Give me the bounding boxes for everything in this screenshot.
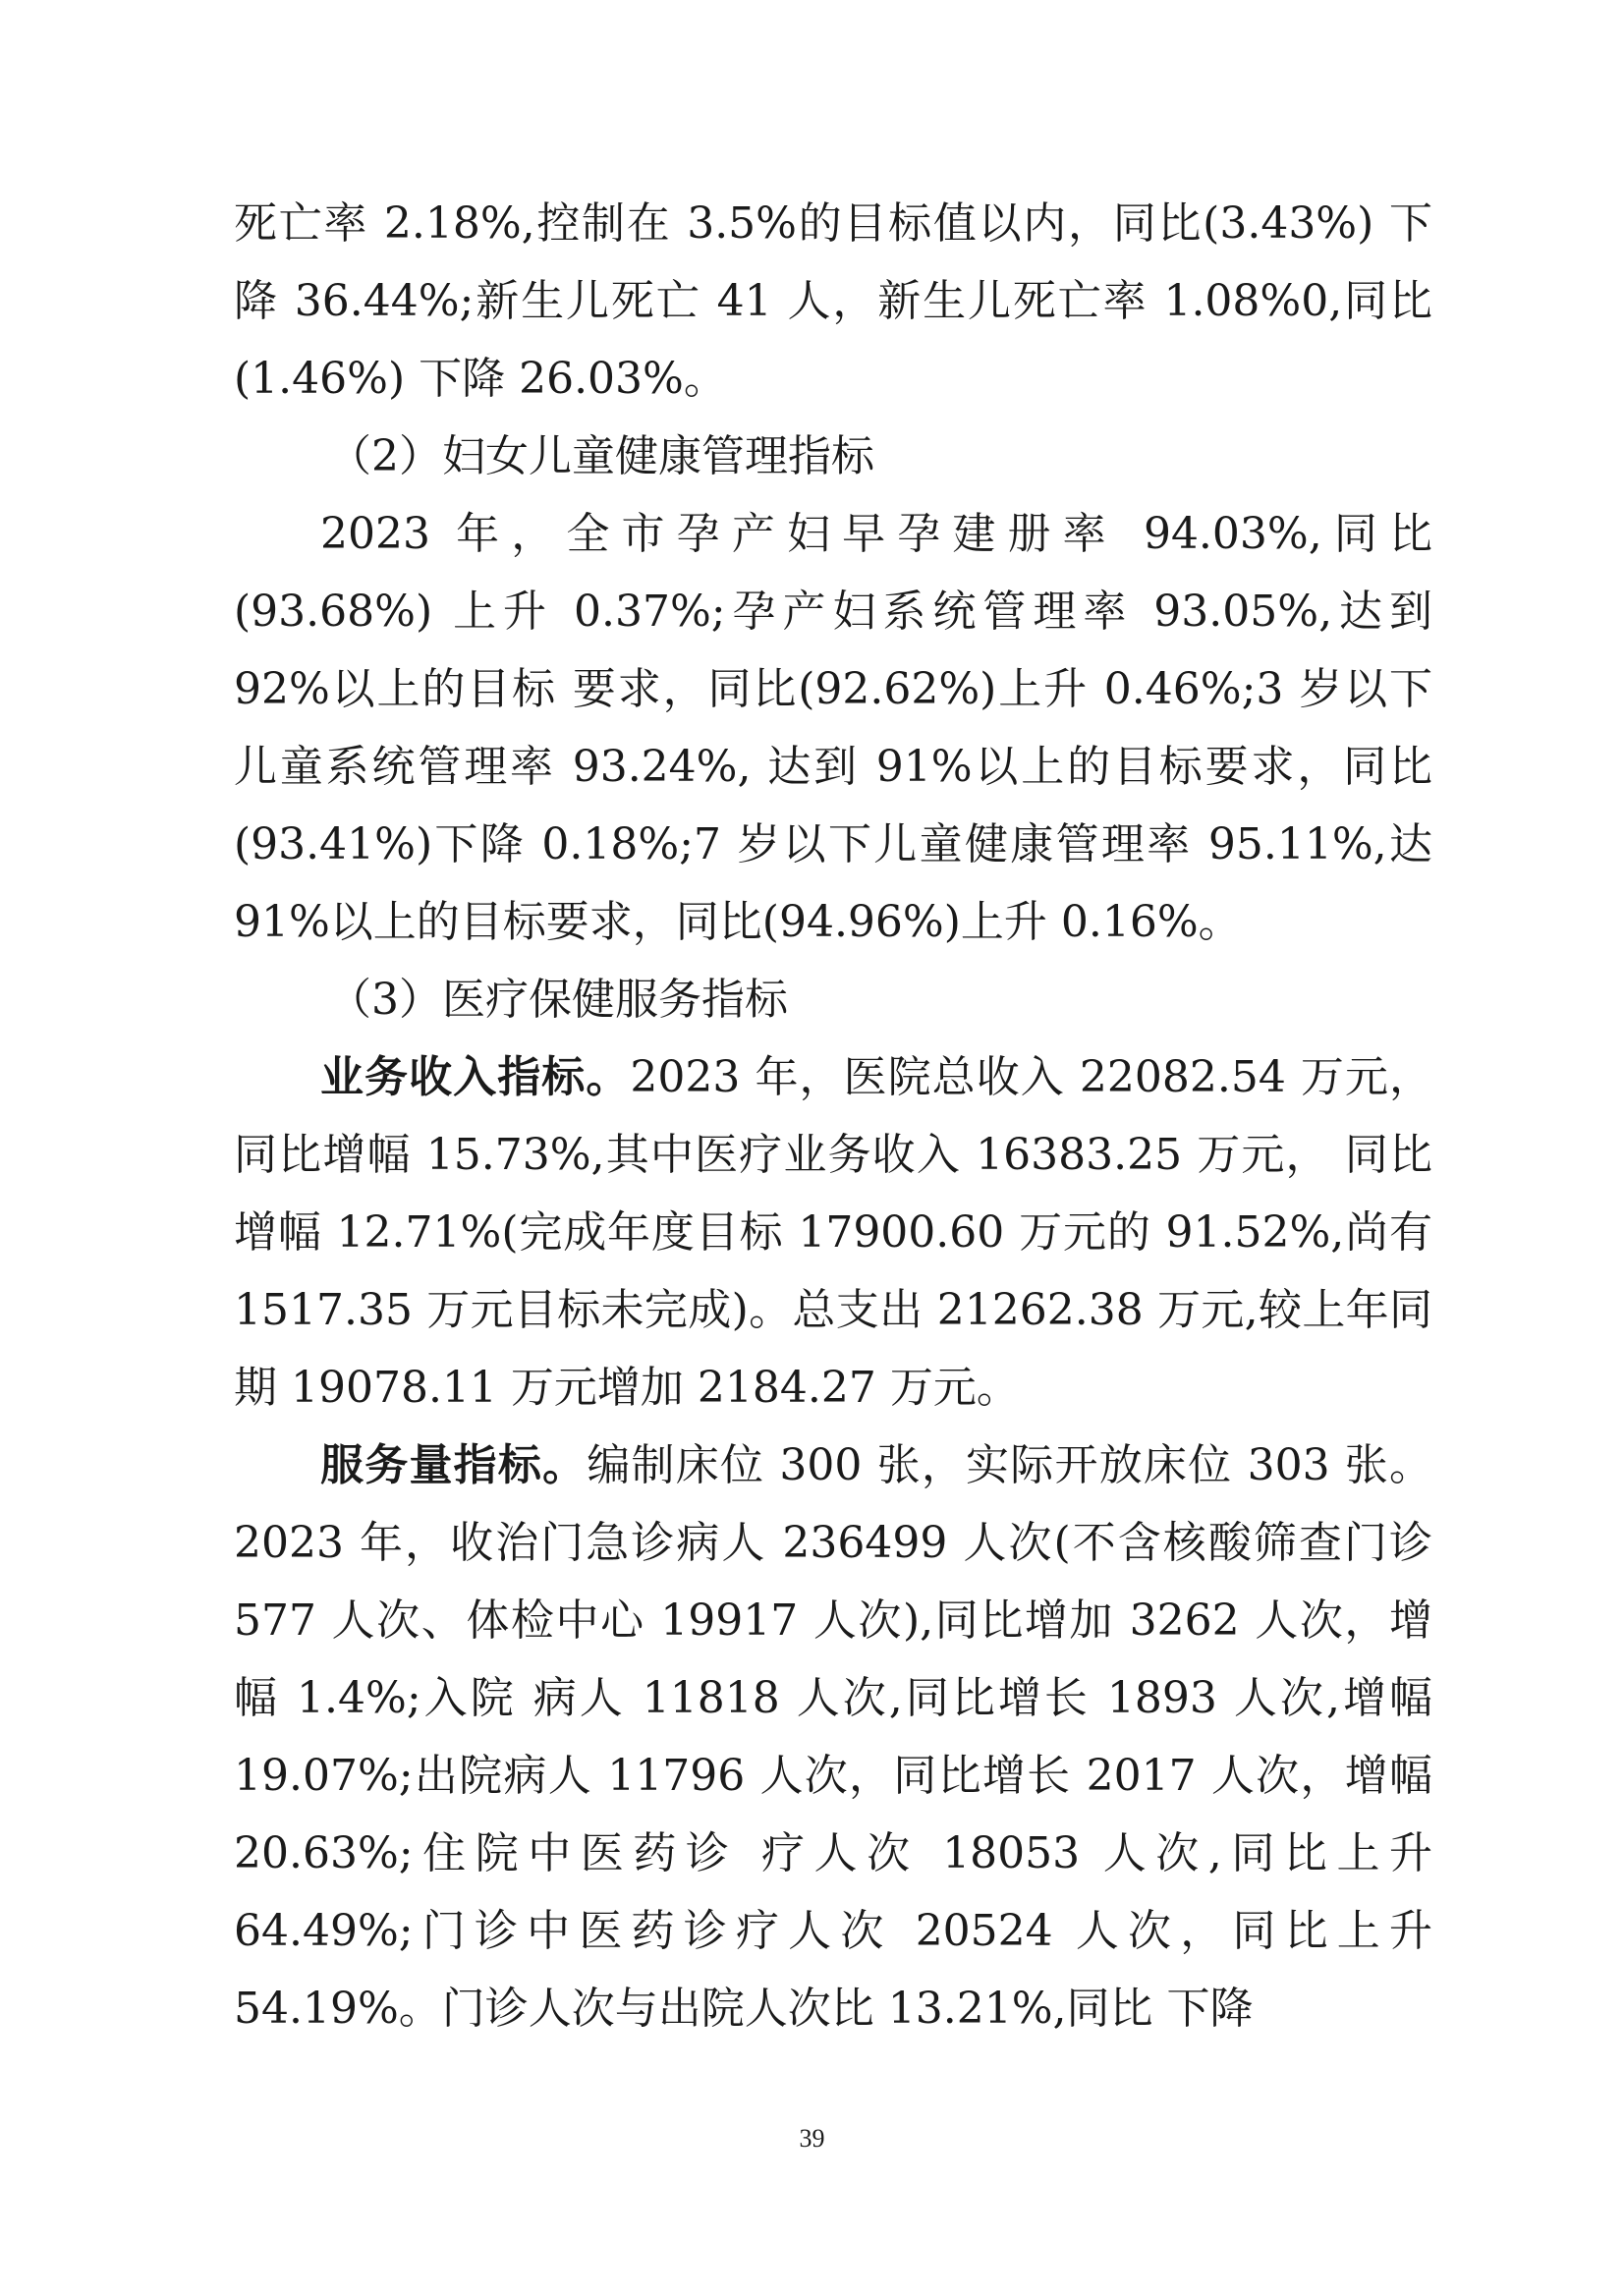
service-volume-text: 编制床位 300 张，实际开放床位 303 张。2023 年，收治门急诊病人 236499 人次(不含核酸筛查门诊 577 人次、体检中心 19917 人次),同比增加 3262 人次，增幅 1.4%;入院 病人 11818 人次,同比增长 1893 人次,增幅 19.07%;出院病人 11796 人次，同比增长 2017 人次，增幅 20.63%;住院中医药诊 疗人次 18053 人次,同比上升 64.49%;门诊中医药诊疗人次 20524 人次，同比上升 54.19%。门诊人次与出院人次比 13.21%,同比 下降 (234, 1440, 1432, 2034)
heading-women-children: （2）妇女儿童健康管理指标 (328, 431, 874, 481)
heading-medical-services: （3）医疗保健服务指标 (328, 975, 788, 1025)
page-number: 39 (799, 2124, 825, 2153)
paragraph-revenue (234, 1038, 1432, 1427)
revenue-lead: 业务收入指标。 (320, 1052, 631, 1102)
revenue-text: 2023 年，医院总收入 22082.54 万元，同比增幅 15.73%,其中医疗业务收入 16383.25 万元， 同比增幅 12.71%(完成年度目标 17900.60 万元的 91.52%,尚有 1517.35 万元目标未完成)。总支出 21262.38 万元,较上年同期 19078.11 万元增加 2184.27 万元。 (234, 1052, 1433, 1413)
paragraph-women-children: 2023 年，全市孕产妇早孕建册率 94.03%,同比(93.68%) 上升 0.37%;孕产妇系统管理率 93.05%,达到 92%以上的目标 要求，同比(92.62%)上升 0.46%;3 岁以下儿童系统管理率 93.24%, 达到 91%以上的目标要求，同比(93.41%)下降 0.18%;7 岁以下儿童健康管理率 95.11%,达 91%以上的目标要求，同比(94.96%)上升 0.16%。 (234, 509, 1432, 947)
body-text (234, 185, 1432, 2047)
paragraph-mortality: 死亡率 2.18%,控制在 3.5%的目标值以内，同比(3.43%) 下降 36.44%;新生儿死亡 41 人，新生儿死亡率 1.08%0,同比 (1.46%) 下降 26.03%。 (234, 198, 1432, 404)
paragraph-service-volume (234, 1427, 1432, 2047)
service-volume-lead: 服务量指标。 (320, 1440, 588, 1490)
